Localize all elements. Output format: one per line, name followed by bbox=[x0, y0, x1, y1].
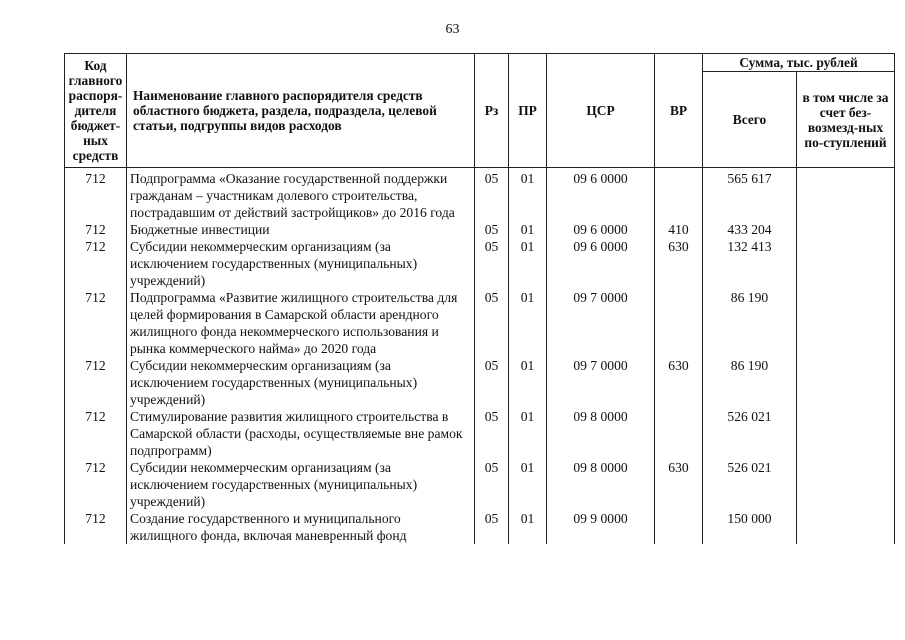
table-row bbox=[65, 289, 895, 357]
name-cell: Субсидии некоммерческим организациям (за исключением государственных (муниципальных) учреждений) bbox=[127, 238, 475, 289]
total-cell: 150 000 bbox=[703, 510, 797, 544]
rz-cell: 05 bbox=[475, 289, 509, 357]
gratuitous-cell bbox=[797, 408, 895, 459]
vr-cell bbox=[655, 408, 703, 459]
pr-cell: 01 bbox=[509, 221, 547, 238]
table-body bbox=[65, 168, 895, 545]
name-cell: Бюджетные инвестиции bbox=[127, 221, 475, 238]
header-total: Всего bbox=[703, 72, 797, 168]
name-cell: Создание государственного и муниципального жилищного фонда, включая маневренный фонд bbox=[127, 510, 475, 544]
total-cell: 132 413 bbox=[703, 238, 797, 289]
name-cell: Субсидии некоммерческим организациям (за исключением государственных (муниципальных) учреждений) bbox=[127, 459, 475, 510]
header-sum: Сумма, тыс. рублей bbox=[703, 54, 895, 72]
gratuitous-cell bbox=[797, 221, 895, 238]
code-cell: 712 bbox=[65, 408, 127, 459]
header-code: Код главного распоря-дителя бюджет-ных средств bbox=[65, 54, 127, 168]
csr-cell: 09 6 0000 bbox=[547, 168, 655, 222]
rz-cell: 05 bbox=[475, 357, 509, 408]
code-cell: 712 bbox=[65, 510, 127, 544]
total-cell: 526 021 bbox=[703, 408, 797, 459]
pr-cell: 01 bbox=[509, 238, 547, 289]
vr-cell: 410 bbox=[655, 221, 703, 238]
header-name: Наименование главного распорядителя средств областного бюджета, раздела, подраздела, целевой статьи, подгруппы видов расходов bbox=[127, 54, 475, 168]
rz-cell: 05 bbox=[475, 459, 509, 510]
rz-cell: 05 bbox=[475, 510, 509, 544]
header-gratuitous: в том числе за счет без-возмезд-ных по-ступлений bbox=[797, 72, 895, 168]
total-cell: 433 204 bbox=[703, 221, 797, 238]
table-row bbox=[65, 168, 895, 222]
pr-cell: 01 bbox=[509, 357, 547, 408]
csr-cell: 09 8 0000 bbox=[547, 408, 655, 459]
csr-cell: 09 9 0000 bbox=[547, 510, 655, 544]
pr-cell: 01 bbox=[509, 510, 547, 544]
budget-table bbox=[64, 53, 895, 544]
code-cell: 712 bbox=[65, 221, 127, 238]
name-cell: Подпрограмма «Оказание государственной поддержки гражданам – участникам долевого строительства, пострадавшим от действий застройщиков» до 2016 года bbox=[127, 168, 475, 222]
csr-cell: 09 7 0000 bbox=[547, 289, 655, 357]
total-cell: 526 021 bbox=[703, 459, 797, 510]
code-cell: 712 bbox=[65, 168, 127, 222]
vr-cell: 630 bbox=[655, 238, 703, 289]
gratuitous-cell bbox=[797, 238, 895, 289]
header-csr: ЦСР bbox=[547, 54, 655, 168]
rz-cell: 05 bbox=[475, 238, 509, 289]
table-row bbox=[65, 408, 895, 459]
table-row bbox=[65, 459, 895, 510]
name-cell: Стимулирование развития жилищного строительства в Самарской области (расходы, осуществляемые вне рамок подпрограмм) bbox=[127, 408, 475, 459]
name-cell: Субсидии некоммерческим организациям (за исключением государственных (муниципальных) учреждений) bbox=[127, 357, 475, 408]
rz-cell: 05 bbox=[475, 221, 509, 238]
table-row bbox=[65, 357, 895, 408]
page-number: 63 bbox=[445, 22, 460, 37]
pr-cell: 01 bbox=[509, 289, 547, 357]
table-row bbox=[65, 510, 895, 544]
header-vr: ВР bbox=[655, 54, 703, 168]
rz-cell: 05 bbox=[475, 168, 509, 222]
code-cell: 712 bbox=[65, 289, 127, 357]
total-cell: 86 190 bbox=[703, 289, 797, 357]
total-cell: 86 190 bbox=[703, 357, 797, 408]
pr-cell: 01 bbox=[509, 408, 547, 459]
rz-cell: 05 bbox=[475, 408, 509, 459]
table-row bbox=[65, 238, 895, 289]
vr-cell: 630 bbox=[655, 357, 703, 408]
header-pr: ПР bbox=[509, 54, 547, 168]
code-cell: 712 bbox=[65, 238, 127, 289]
code-cell: 712 bbox=[65, 459, 127, 510]
gratuitous-cell bbox=[797, 357, 895, 408]
pr-cell: 01 bbox=[509, 168, 547, 222]
csr-cell: 09 8 0000 bbox=[547, 459, 655, 510]
csr-cell: 09 6 0000 bbox=[547, 238, 655, 289]
gratuitous-cell bbox=[797, 510, 895, 544]
name-cell: Подпрограмма «Развитие жилищного строительства для целей формирования в Самарской области арендного жилищного фонда некоммерческого использования и рынка коммерческого найма» до 2020 года bbox=[127, 289, 475, 357]
vr-cell bbox=[655, 289, 703, 357]
vr-cell: 630 bbox=[655, 459, 703, 510]
code-cell: 712 bbox=[65, 357, 127, 408]
csr-cell: 09 7 0000 bbox=[547, 357, 655, 408]
vr-cell bbox=[655, 168, 703, 222]
gratuitous-cell bbox=[797, 289, 895, 357]
header-rz: Рз bbox=[475, 54, 509, 168]
gratuitous-cell bbox=[797, 168, 895, 222]
table-row bbox=[65, 221, 895, 238]
vr-cell bbox=[655, 510, 703, 544]
csr-cell: 09 6 0000 bbox=[547, 221, 655, 238]
pr-cell: 01 bbox=[509, 459, 547, 510]
gratuitous-cell bbox=[797, 459, 895, 510]
total-cell: 565 617 bbox=[703, 168, 797, 222]
